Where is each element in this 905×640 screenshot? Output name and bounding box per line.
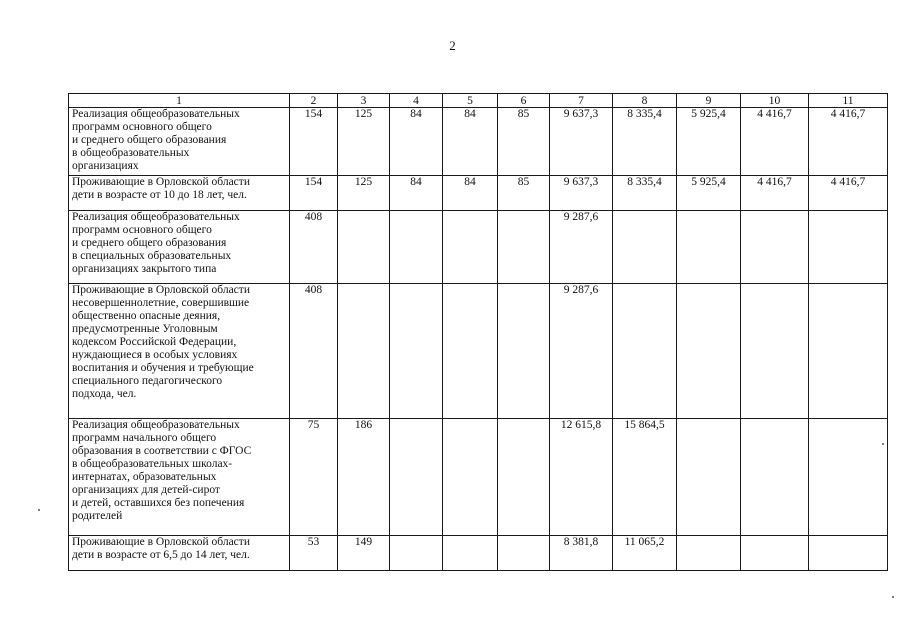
table-cell <box>498 284 550 419</box>
row-label: Проживающие в Орловской области несовершеннолетние, совершившие общественно опасные деяния, предусмотренные Уголовным кодексом Российской Федерации, нуждающиеся в особых условиях воспитания и обучения и требующие специального педагогического подхода, чел. <box>69 284 290 419</box>
column-number: 8 <box>613 94 677 108</box>
table-row <box>69 211 888 284</box>
table-cell: 149 <box>338 536 390 571</box>
table-cell: 154 <box>290 176 338 211</box>
scan-speck <box>892 596 894 598</box>
table-cell: 9 637,3 <box>550 108 613 176</box>
table-cell: 85 <box>498 176 550 211</box>
column-number: 2 <box>290 94 338 108</box>
column-number: 9 <box>677 94 741 108</box>
column-number: 11 <box>809 94 888 108</box>
table-cell: 84 <box>443 176 498 211</box>
column-number: 3 <box>338 94 390 108</box>
page-number: 2 <box>449 38 456 53</box>
table-cell <box>809 211 888 284</box>
table-cell <box>498 419 550 536</box>
table-cell: 12 615,8 <box>550 419 613 536</box>
table-cell <box>443 419 498 536</box>
table-cell <box>677 536 741 571</box>
row-label: Реализация общеобразовательных программ начального общего образования в соответствии с ФГОС в общеобразовательных школах- интернатах, образовательных организациях для детей-сирот и детей, оставшихся без попечения родителей <box>69 419 290 536</box>
column-number: 4 <box>390 94 443 108</box>
table-cell: 84 <box>390 108 443 176</box>
table-cell: 53 <box>290 536 338 571</box>
table-cell: 4 416,7 <box>809 108 888 176</box>
table-row <box>69 536 888 571</box>
table-row <box>69 176 888 211</box>
table-cell: 186 <box>338 419 390 536</box>
table-cell: 15 864,5 <box>613 419 677 536</box>
budget-table <box>68 93 888 571</box>
table-cell: 5 925,4 <box>677 176 741 211</box>
column-number: 7 <box>550 94 613 108</box>
table-cell <box>390 211 443 284</box>
table-cell <box>498 536 550 571</box>
table-row <box>69 108 888 176</box>
table-cell <box>390 419 443 536</box>
column-number: 5 <box>443 94 498 108</box>
table-cell: 9 287,6 <box>550 211 613 284</box>
table-cell: 75 <box>290 419 338 536</box>
table-cell <box>741 536 809 571</box>
table-header-row <box>69 94 888 108</box>
column-number: 1 <box>69 94 290 108</box>
table-row <box>69 419 888 536</box>
table-cell: 9 287,6 <box>550 284 613 419</box>
table-cell <box>677 419 741 536</box>
table-cell: 84 <box>443 108 498 176</box>
scan-speck <box>882 443 884 445</box>
table-cell: 8 335,4 <box>613 108 677 176</box>
table-cell <box>677 211 741 284</box>
table-cell: 5 925,4 <box>677 108 741 176</box>
table-cell: 84 <box>390 176 443 211</box>
table-cell <box>613 211 677 284</box>
table-cell: 408 <box>290 284 338 419</box>
column-number: 10 <box>741 94 809 108</box>
table-cell <box>677 284 741 419</box>
row-label: Реализация общеобразовательных программ основного общего и среднего общего образования в специальных образовательных организациях закрытого типа <box>69 211 290 284</box>
table-cell <box>809 419 888 536</box>
table-cell <box>498 211 550 284</box>
table-cell: 85 <box>498 108 550 176</box>
table-cell <box>809 536 888 571</box>
table-cell <box>741 284 809 419</box>
table-cell: 125 <box>338 176 390 211</box>
scan-speck <box>38 509 40 511</box>
column-number: 6 <box>498 94 550 108</box>
row-label: Проживающие в Орловской области дети в возрасте от 10 до 18 лет, чел. <box>69 176 290 211</box>
table-cell <box>741 419 809 536</box>
table-cell <box>390 536 443 571</box>
table-row <box>69 284 888 419</box>
table-cell <box>390 284 443 419</box>
table-cell: 11 065,2 <box>613 536 677 571</box>
table-cell: 4 416,7 <box>741 176 809 211</box>
table-cell <box>443 211 498 284</box>
table-cell <box>613 284 677 419</box>
table-cell: 125 <box>338 108 390 176</box>
table-cell <box>809 284 888 419</box>
row-label: Проживающие в Орловской области дети в возрасте от 6,5 до 14 лет, чел. <box>69 536 290 571</box>
row-label: Реализация общеобразовательных программ основного общего и среднего общего образования в общеобразовательных организациях <box>69 108 290 176</box>
table-cell: 8 335,4 <box>613 176 677 211</box>
table-cell: 9 637,3 <box>550 176 613 211</box>
table-cell: 408 <box>290 211 338 284</box>
table-cell <box>443 536 498 571</box>
table-cell: 4 416,7 <box>809 176 888 211</box>
table-cell <box>338 284 390 419</box>
table-cell <box>338 211 390 284</box>
table-cell: 8 381,8 <box>550 536 613 571</box>
table-cell <box>741 211 809 284</box>
table-cell: 154 <box>290 108 338 176</box>
table-cell <box>443 284 498 419</box>
table-cell: 4 416,7 <box>741 108 809 176</box>
